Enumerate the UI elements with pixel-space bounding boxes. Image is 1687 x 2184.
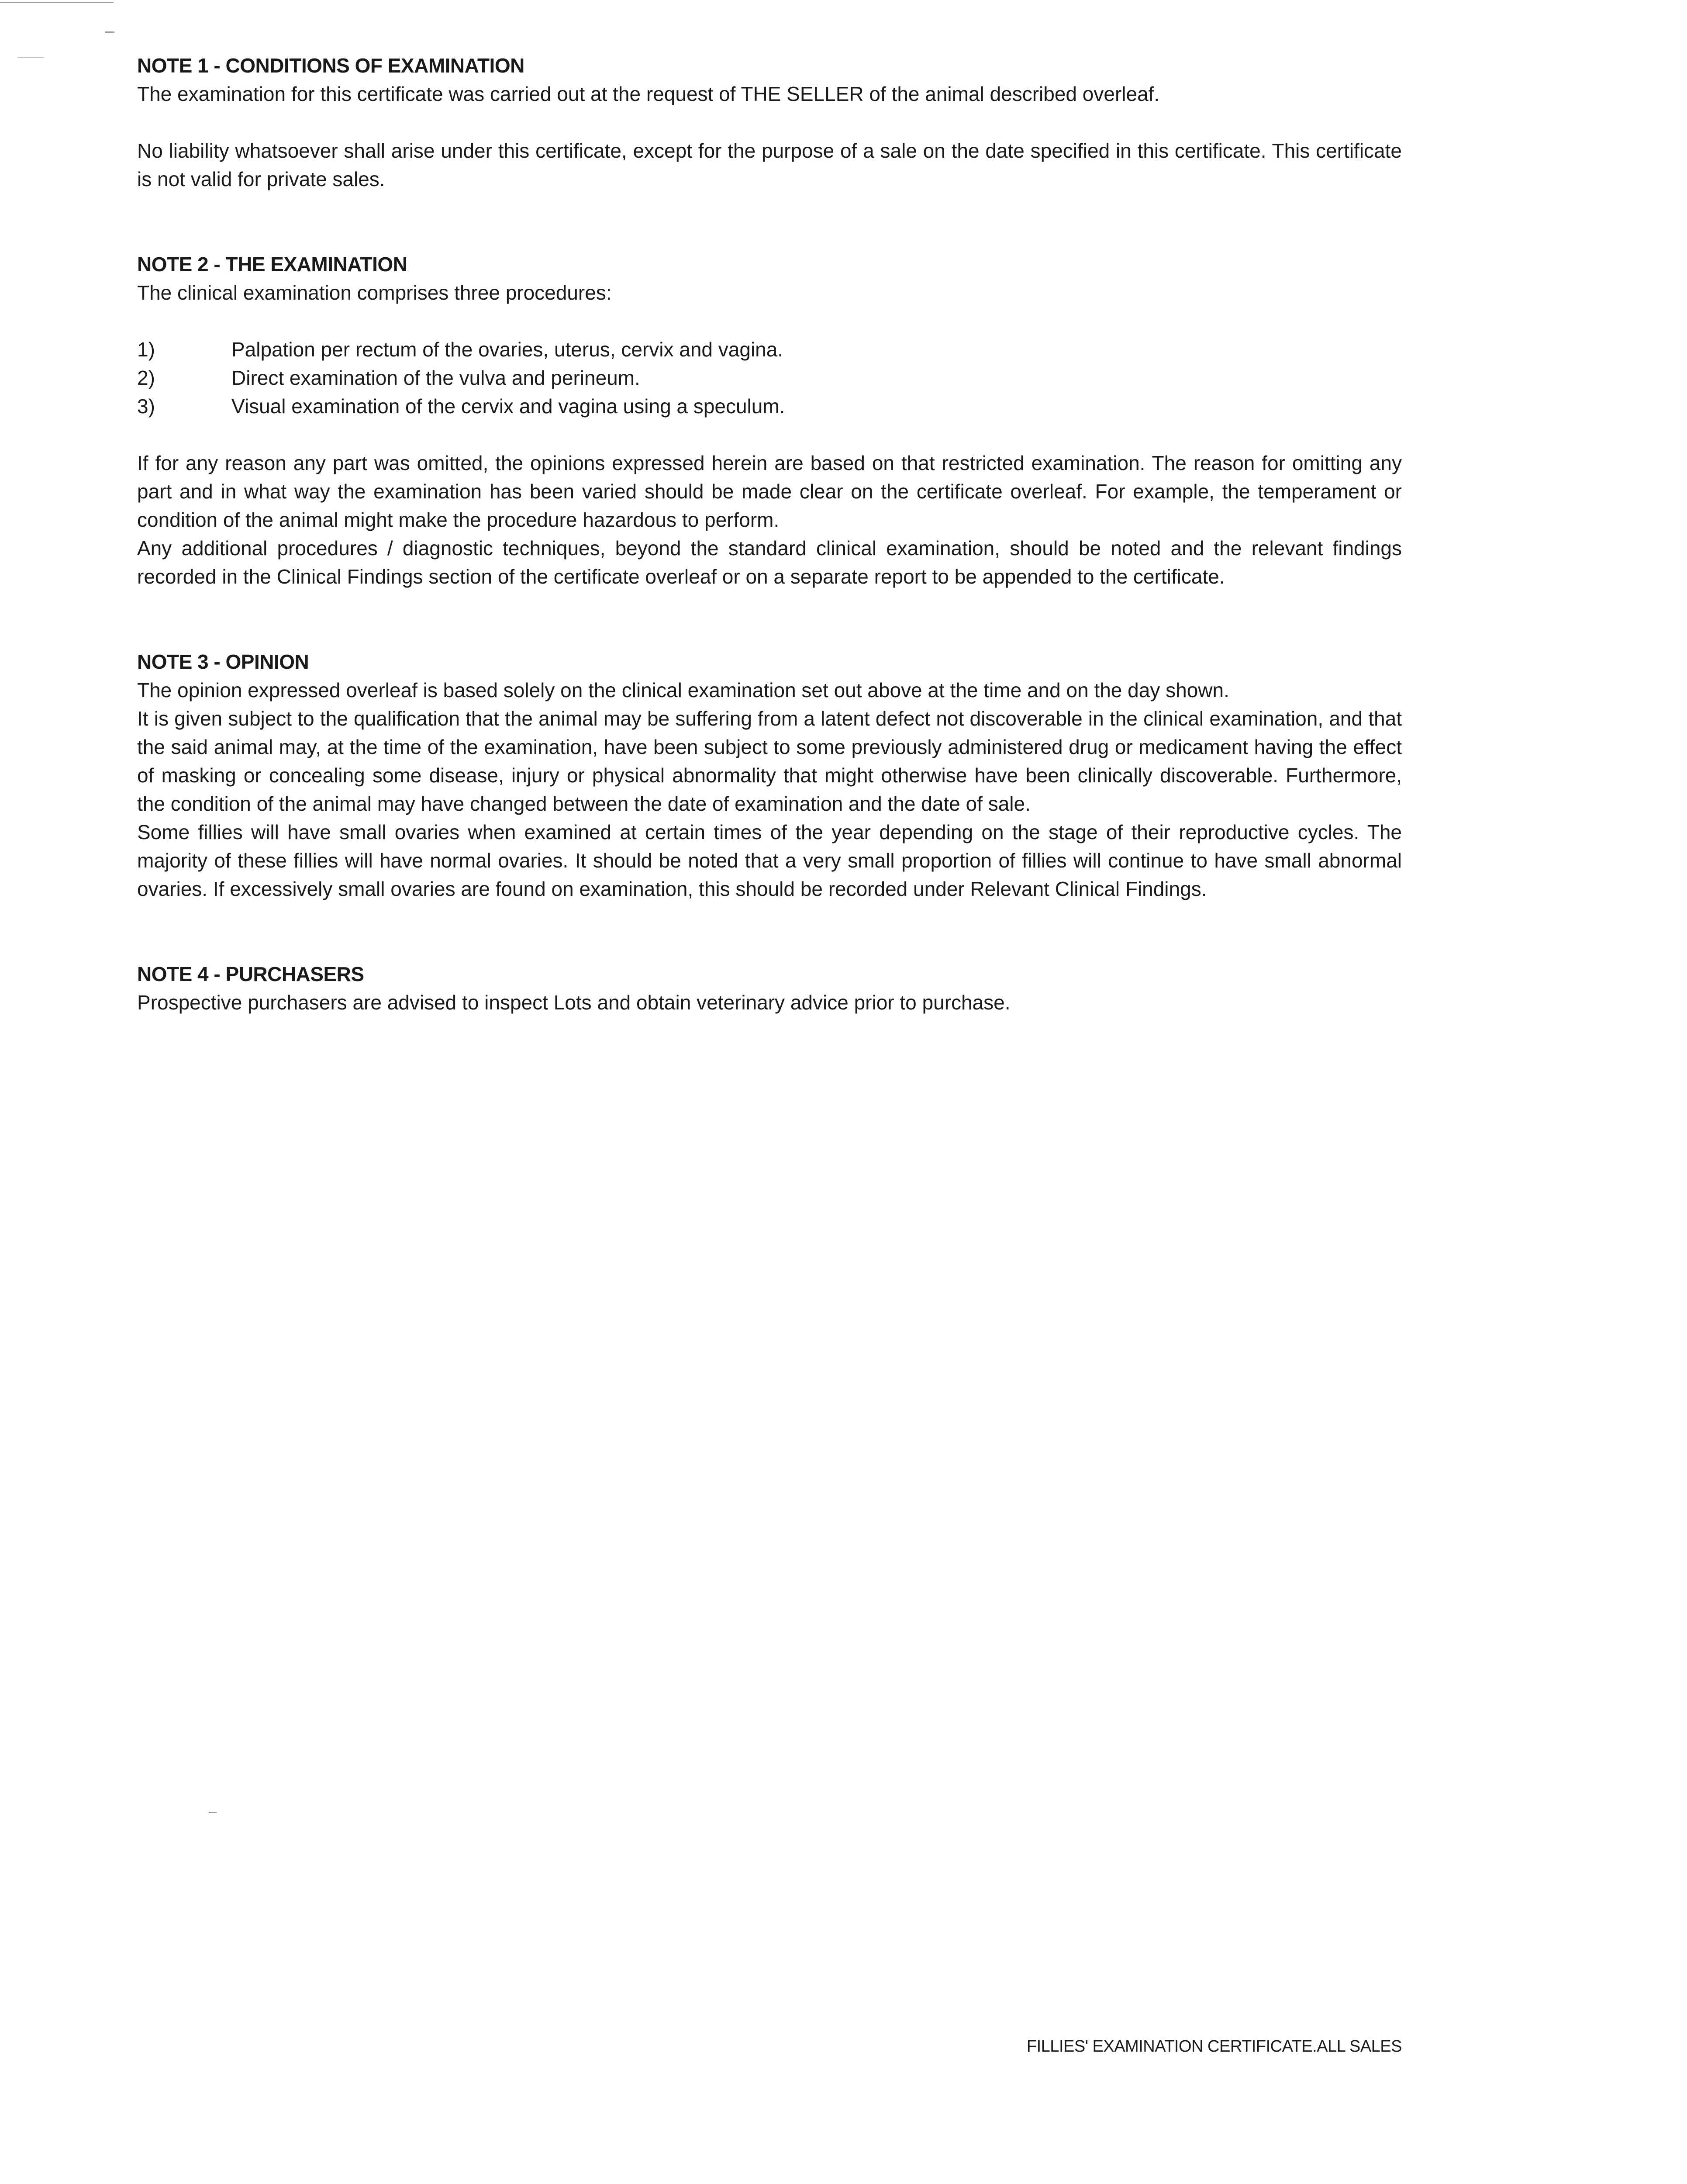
note-3-paragraph-2: It is given subject to the qualification that the animal may be suffering from a latent defect not discoverable in the clinical examination, and that the said animal may, at the time of the examination, have been subject to some previously administered drug or medicament having the effect of masking or concealing some disease, injury or physical abnormality that might otherwise have been clinically discoverable. Furthermore, the condition of the animal may have changed between the date of examination and the date of sale.: [137, 707, 1402, 815]
note-3-section: [137, 648, 1402, 903]
scan-artifact: [209, 1812, 217, 1813]
note-1-paragraph-1: The examination for this certificate was carried out at the request of THE SELLER of the animal described overleaf.: [137, 83, 1160, 105]
note-4-paragraph-1: Prospective purchasers are advised to inspect Lots and obtain veterinary advice prior to purchase.: [137, 991, 1011, 1014]
note-3-paragraph-3: Some fillies will have small ovaries when examined at certain times of the year depending on the stage of their reproductive cycles. The majority of these fillies will have normal ovaries. It should be noted that a very small proportion of fillies will continue to have small abnormal ovaries. If excessively small ovaries are found on examination, this should be recorded under Relevant Clinical Findings.: [137, 821, 1402, 900]
scan-artifact: [0, 2, 114, 3]
list-item: [137, 335, 1402, 364]
note-2-paragraph-1: If for any reason any part was omitted, the opinions expressed herein are based on that restricted examination. The reason for omitting any part and in what way the examination has been varied should be made clear on the certificate overleaf. For example, the temperament or condition of the animal might make the procedure hazardous to perform.: [137, 452, 1402, 531]
note-2-section: [137, 250, 1402, 591]
list-item-text: Visual examination of the cervix and vagina using a speculum.: [231, 395, 785, 418]
list-item-number: 2): [137, 366, 155, 389]
list-item: [137, 392, 1402, 421]
page-footer: FILLIES' EXAMINATION CERTIFICATE.ALL SALES: [1026, 2037, 1402, 2056]
list-item-number: 1): [137, 338, 155, 361]
note-2-heading: NOTE 2 - THE EXAMINATION: [137, 253, 407, 276]
document-body: [137, 52, 1402, 1017]
scan-artifact: [17, 57, 44, 58]
note-3-paragraph-1: The opinion expressed overleaf is based solely on the clinical examination set out above at the time and on the day shown.: [137, 679, 1229, 702]
note-1-heading: NOTE 1 - CONDITIONS OF EXAMINATION: [137, 54, 524, 77]
list-item-text: Palpation per rectum of the ovaries, uterus, cervix and vagina.: [231, 338, 783, 361]
note-3-heading: NOTE 3 - OPINION: [137, 650, 309, 673]
list-item: [137, 364, 1402, 392]
note-1-paragraph-2: No liability whatsoever shall arise under this certificate, except for the purpose of a sale on the date specified in this certificate. This certificate is not valid for private sales.: [137, 139, 1402, 190]
note-4-heading: NOTE 4 - PURCHASERS: [137, 963, 364, 985]
note-4-section: [137, 960, 1402, 1017]
list-item-text: Direct examination of the vulva and perineum.: [231, 366, 640, 389]
note-2-paragraph-2: Any additional procedures / diagnostic techniques, beyond the standard clinical examination, should be noted and the relevant findings recorded in the Clinical Findings section of the certificate overleaf or on a separate report to be appended to the certificate.: [137, 537, 1402, 588]
note-1-section: [137, 52, 1402, 194]
scan-artifact: [105, 31, 114, 33]
list-item-number: 3): [137, 395, 155, 418]
note-2-intro: The clinical examination comprises three procedures:: [137, 281, 612, 304]
procedure-list: [137, 335, 1402, 421]
